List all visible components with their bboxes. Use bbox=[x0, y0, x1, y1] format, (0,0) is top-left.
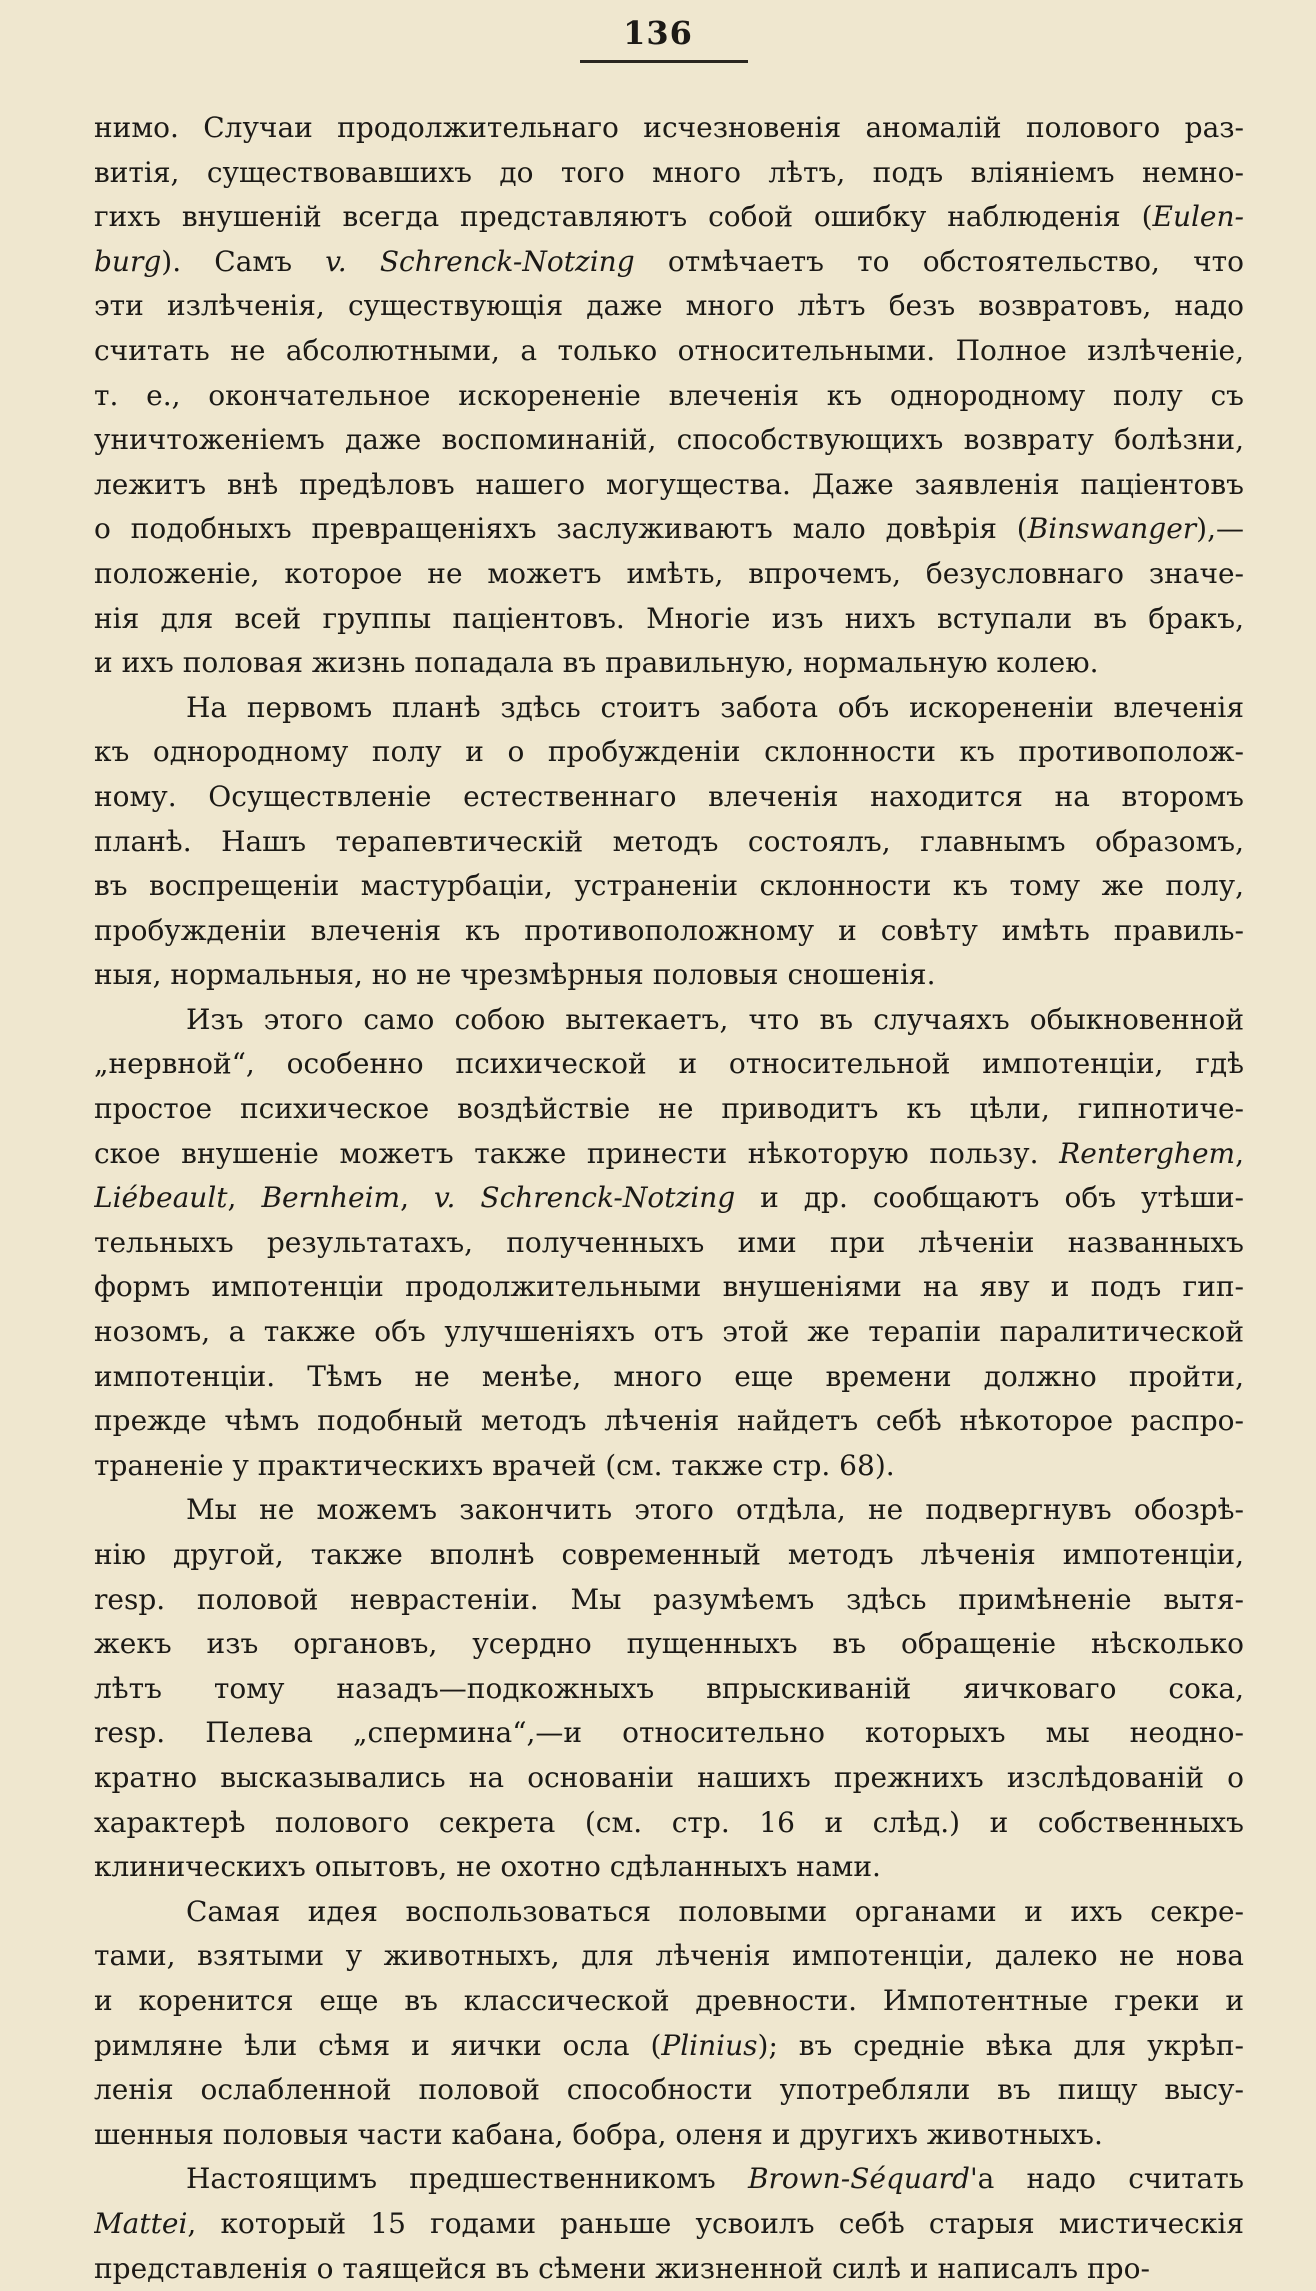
text-line: нозомъ, а также объ улучшеніяхъ отъ этой же терапіи паралитической bbox=[94, 1310, 1244, 1355]
text-line: нимо. Случаи продолжительнаго исчезновенія аномалій полового раз- bbox=[94, 106, 1244, 151]
text-line: эти излѣченія, существующія даже много лѣтъ безъ возвратовъ, надо bbox=[94, 284, 1244, 329]
text-line: лѣтъ тому назадъ—подкожныхъ впрыскиваній яичковаго сока, bbox=[94, 1667, 1244, 1712]
text-line: Liébeault, Bernheim, v. Schrenck-Notzing и др. сообщаютъ объ утѣши- bbox=[94, 1176, 1244, 1221]
header-rule bbox=[580, 60, 748, 63]
text-line: считать не абсолютными, а только относительными. Полное излѣченіе, bbox=[94, 329, 1244, 374]
text-line: лежитъ внѣ предѣловъ нашего могущества. Даже заявленія паціентовъ bbox=[94, 463, 1244, 508]
text-line: кратно высказывались на основаніи нашихъ прежнихъ изслѣдованій о bbox=[94, 1756, 1244, 1801]
page-number: 136 bbox=[0, 14, 1316, 52]
text-line: въ воспрещеніи мастурбаціи, устраненіи склонности къ тому же полу, bbox=[94, 864, 1244, 909]
text-line: римляне ѣли сѣмя и яички осла (Plinius); въ средніе вѣка для укрѣп- bbox=[94, 2024, 1244, 2069]
text-line: ныя, нормальныя, но не чрезмѣрныя половыя сношенія. bbox=[94, 953, 1244, 998]
text-line: и коренится еще въ классической древности. Импотентные греки и bbox=[94, 1979, 1244, 2024]
text-line: т. е., окончательное искорененіе влеченія къ однородному полу съ bbox=[94, 374, 1244, 419]
text-line: шенныя половыя части кабана, бобра, оленя и другихъ животныхъ. bbox=[94, 2113, 1244, 2158]
text-line: ленія ослабленной половой способности употребляли въ пищу высу- bbox=[94, 2068, 1244, 2113]
text-line: и ихъ половая жизнь попадала въ правильную, нормальную колею. bbox=[94, 641, 1244, 686]
body-text bbox=[94, 106, 1244, 2291]
text-line: формъ импотенціи продолжительными внушеніями на яву и подъ гип- bbox=[94, 1265, 1244, 1310]
text-line: планѣ. Нашъ терапевтическій методъ состоялъ, главнымъ образомъ, bbox=[94, 820, 1244, 865]
text-line: траненіе у практическихъ врачей (см. также стр. 68). bbox=[94, 1444, 1244, 1489]
text-line: характерѣ полового секрета (см. стр. 16 и слѣд.) и собственныхъ bbox=[94, 1801, 1244, 1846]
text-line: Настоящимъ предшественникомъ Brown-Séquard'а надо считать bbox=[94, 2157, 1244, 2202]
text-line: клиническихъ опытовъ, не охотно сдѣланныхъ нами. bbox=[94, 1845, 1244, 1890]
text-line: уничтоженіемъ даже воспоминаній, способствующихъ возврату болѣзни, bbox=[94, 418, 1244, 463]
text-line: burg). Самъ v. Schrenck-Notzing отмѣчаетъ то обстоятельство, что bbox=[94, 240, 1244, 285]
text-line: Изъ этого само собою вытекаетъ, что въ случаяхъ обыкновенной bbox=[94, 998, 1244, 1043]
text-line: Мы не можемъ закончить этого отдѣла, не подвергнувъ обозрѣ- bbox=[94, 1488, 1244, 1533]
text-line: Самая идея воспользоваться половыми органами и ихъ секре- bbox=[94, 1890, 1244, 1935]
text-line: пробужденіи влеченія къ противоположному и совѣту имѣть правиль- bbox=[94, 909, 1244, 954]
text-line: тами, взятыми у животныхъ, для лѣченія импотенціи, далеко не нова bbox=[94, 1934, 1244, 1979]
text-line: На первомъ планѣ здѣсь стоитъ забота объ искорененіи влеченія bbox=[94, 686, 1244, 731]
text-line: прежде чѣмъ подобный методъ лѣченія найдетъ себѣ нѣкоторое распро- bbox=[94, 1399, 1244, 1444]
text-line: resp. Пелева „спермина“,—и относительно которыхъ мы неодно- bbox=[94, 1711, 1244, 1756]
text-line: Mattei, который 15 годами раньше усвоилъ себѣ старыя мистическія bbox=[94, 2202, 1244, 2247]
text-line: положеніе, которое не можетъ имѣть, впрочемъ, безусловнаго значе- bbox=[94, 552, 1244, 597]
text-line: тельныхъ результатахъ, полученныхъ ими при лѣченіи названныхъ bbox=[94, 1221, 1244, 1266]
text-line: простое психическое воздѣйствіе не приводитъ къ цѣли, гипнотиче- bbox=[94, 1087, 1244, 1132]
text-line: представленія о таящейся въ сѣмени жизненной силѣ и написалъ про- bbox=[94, 2247, 1244, 2291]
text-line: жекъ изъ органовъ, усердно пущенныхъ въ обращеніе нѣсколько bbox=[94, 1622, 1244, 1667]
text-line: ское внушеніе можетъ также принести нѣкоторую пользу. Renterghem, bbox=[94, 1132, 1244, 1177]
text-line: нію другой, также вполнѣ современный методъ лѣченія импотенціи, bbox=[94, 1533, 1244, 1578]
text-line: ному. Осуществленіе естественнаго влеченія находится на второмъ bbox=[94, 775, 1244, 820]
text-line: къ однородному полу и о пробужденіи склонности къ противополож- bbox=[94, 730, 1244, 775]
text-line: о подобныхъ превращеніяхъ заслуживаютъ мало довѣрія (Binswanger),— bbox=[94, 507, 1244, 552]
text-line: витія, существовавшихъ до того много лѣтъ, подъ вліяніемъ немно- bbox=[94, 151, 1244, 196]
text-line: импотенціи. Тѣмъ не менѣе, много еще времени должно пройти, bbox=[94, 1355, 1244, 1400]
text-line: resp. половой неврастеніи. Мы разумѣемъ здѣсь примѣненіе вытя- bbox=[94, 1578, 1244, 1623]
text-line: „нервной“, особенно психической и относительной импотенціи, гдѣ bbox=[94, 1042, 1244, 1087]
text-line: гихъ внушеній всегда представляютъ собой ошибку наблюденія (Eulen- bbox=[94, 195, 1244, 240]
text-line: нія для всей группы паціентовъ. Многіе изъ нихъ вступали въ бракъ, bbox=[94, 597, 1244, 642]
